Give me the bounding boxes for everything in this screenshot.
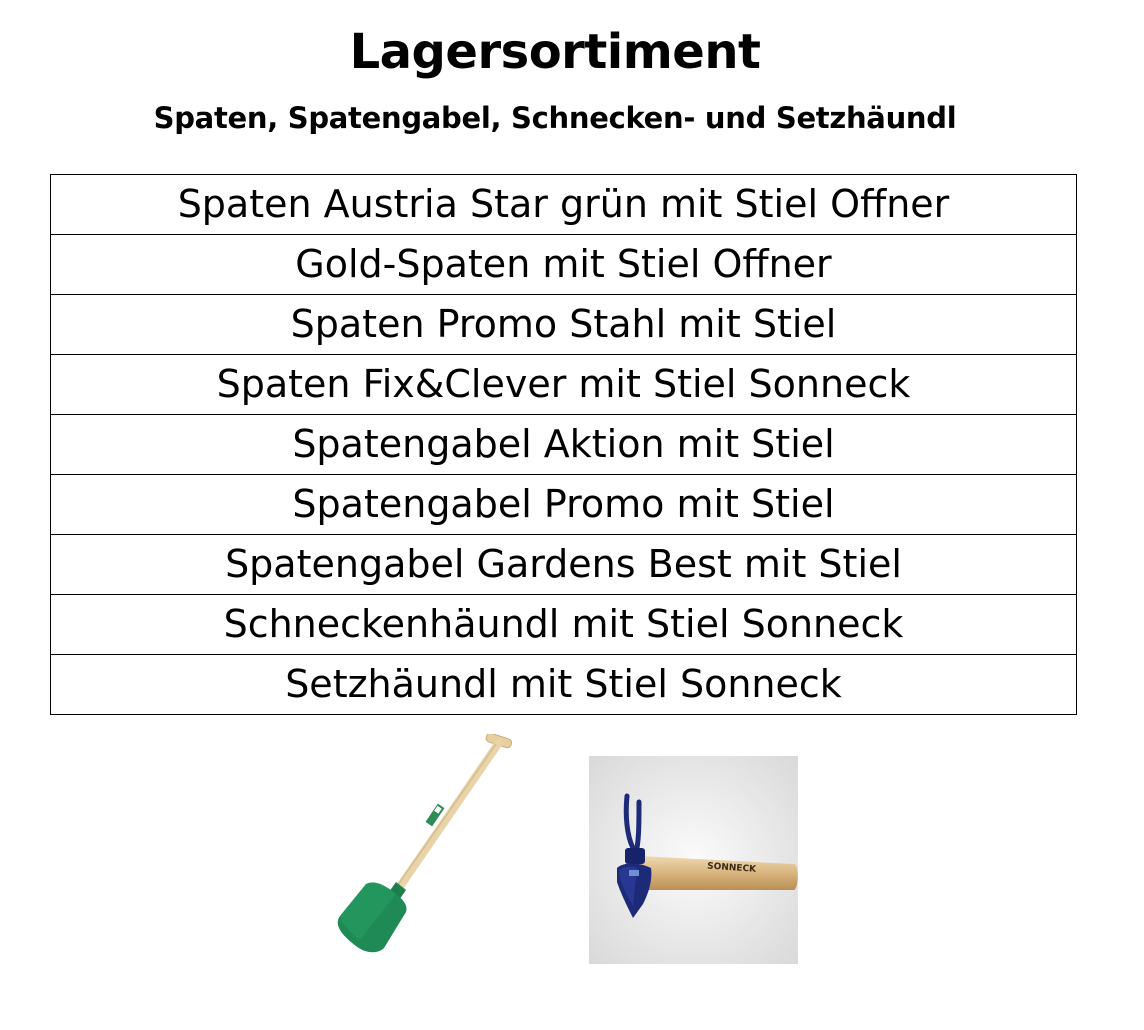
spade-image — [326, 734, 526, 954]
product-cell: Spatengabel Aktion mit Stiel — [51, 415, 1077, 475]
product-cell: Spaten Promo Stahl mit Stiel — [51, 295, 1077, 355]
product-table — [50, 174, 1077, 715]
table-row — [51, 595, 1077, 655]
table-row — [51, 475, 1077, 535]
table-row — [51, 235, 1077, 295]
handle-brand-text: SONNECK — [706, 861, 757, 875]
product-cell: Spaten Fix&Clever mit Stiel Sonneck — [51, 355, 1077, 415]
product-cell: Gold-Spaten mit Stiel Offner — [51, 235, 1077, 295]
product-cell: Spaten Austria Star grün mit Stiel Offner — [51, 175, 1077, 235]
product-cell: Schneckenhäundl mit Stiel Sonneck — [51, 595, 1077, 655]
page-title: Lagersortiment — [349, 24, 761, 80]
product-cell: Spatengabel Gardens Best mit Stiel — [51, 535, 1077, 595]
table-row — [51, 415, 1077, 475]
table-row — [51, 655, 1077, 715]
product-cell: Setzhäundl mit Stiel Sonneck — [51, 655, 1077, 715]
table-row — [51, 295, 1077, 355]
page-subtitle: Spaten, Spatengabel, Schnecken- und Setzhäundl — [153, 101, 957, 135]
spade-icon — [338, 734, 513, 952]
hoe-image — [589, 756, 798, 964]
table-row — [51, 355, 1077, 415]
product-cell: Spatengabel Promo mit Stiel — [51, 475, 1077, 535]
table-row — [51, 535, 1077, 595]
table-row — [51, 175, 1077, 235]
